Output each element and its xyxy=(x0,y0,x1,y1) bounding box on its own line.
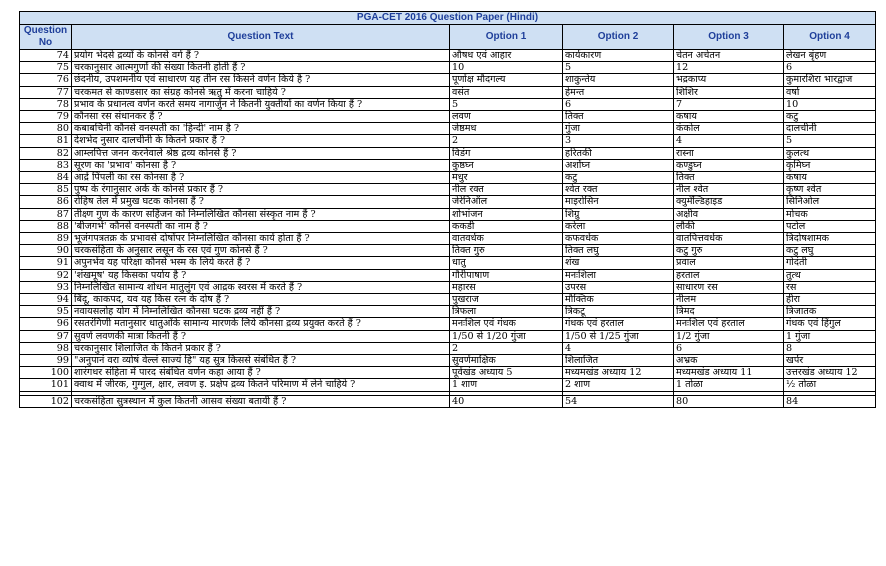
option-2-cell: मनःशिला xyxy=(563,269,674,281)
option-4-cell: खर्पर xyxy=(784,355,876,367)
table-row xyxy=(20,208,876,220)
question-text: 'बीजगर्भ' कौनसे वनस्पती का नाम है ? xyxy=(72,220,450,232)
option-3-cell: 4 xyxy=(674,135,784,147)
option-4-cell: त्रिदोषशामक xyxy=(784,233,876,245)
question-text: चरकसंहिता सुत्रस्थान में कुल कितनी आसव संख्या बतायी हैं ? xyxy=(72,395,450,407)
option-1-cell: 2 xyxy=(450,135,563,147)
option-2-cell: मध्यमखंड अध्याय 12 xyxy=(563,367,674,379)
option-3-cell: कषाय xyxy=(674,111,784,123)
option-4-cell: कुमारशिरा भारद्वाज xyxy=(784,74,876,86)
option-1-cell: मधुर xyxy=(450,172,563,184)
option-3-cell: शिशिर xyxy=(674,86,784,98)
option-1-cell: वसंत xyxy=(450,86,563,98)
option-4-cell: 84 xyxy=(784,395,876,407)
option-4-cell: ½ तोळा xyxy=(784,379,876,391)
title-row xyxy=(20,12,876,25)
table-row xyxy=(20,86,876,98)
option-3-cell: 6 xyxy=(674,342,784,354)
header-question-no: Question No xyxy=(20,25,72,50)
question-number: 99 xyxy=(20,355,72,367)
question-text: रसतरंगिणी मतानुसार धातुओंके सामान्य मारणके लिये कौनसा द्रव्य प्रयुक्त करते हैं ? xyxy=(72,318,450,330)
option-1-cell: गौरीपाषाण xyxy=(450,269,563,281)
question-text: पुष्प के रंगानुसार अर्क के कोनसे प्रकार हैं ? xyxy=(72,184,450,196)
option-3-cell: लौकी xyxy=(674,220,784,232)
option-3-cell: साधारण रस xyxy=(674,281,784,293)
question-number: 90 xyxy=(20,245,72,257)
table-row xyxy=(20,330,876,342)
option-4-cell: 10 xyxy=(784,98,876,110)
option-4-cell: गंधक एवं हिंगुल xyxy=(784,318,876,330)
question-number: 86 xyxy=(20,196,72,208)
question-number: 95 xyxy=(20,306,72,318)
question-text: अपुनर्भव यह परिक्षा कौनसे भस्म के लिये करते हैं ? xyxy=(72,257,450,269)
option-3-cell: कंकोल xyxy=(674,123,784,135)
option-2-cell: करेला xyxy=(563,220,674,232)
question-text: चरकानुसार शिलाजित के कितने प्रकार हैं ? xyxy=(72,342,450,354)
question-text: देशभेद नुसार दालचीनी के कितने प्रकार हैं ? xyxy=(72,135,450,147)
option-4-cell: कृष्ण श्वेत xyxy=(784,184,876,196)
option-1-cell: 1 शाण xyxy=(450,379,563,391)
question-text: रोहिष तेल में प्रमुख घटक कोनसा हैं ? xyxy=(72,196,450,208)
option-3-cell: 12 xyxy=(674,62,784,74)
question-text: आम्लपित्त जनन करनेवाले श्रेष्ठ द्रव्य कोनसे हैं ? xyxy=(72,147,450,159)
option-2-cell: गंधक एवं हरताल xyxy=(563,318,674,330)
question-number: 84 xyxy=(20,172,72,184)
option-3-cell: नीलम xyxy=(674,294,784,306)
option-2-cell: उपरस xyxy=(563,281,674,293)
option-1-cell: विडंग xyxy=(450,147,563,159)
question-number: 87 xyxy=(20,208,72,220)
option-4-cell: उत्तरखंड अध्याय 12 xyxy=(784,367,876,379)
table-row xyxy=(20,245,876,257)
option-3-cell: अभ्रक xyxy=(674,355,784,367)
option-1-cell: 2 xyxy=(450,342,563,354)
question-number: 76 xyxy=(20,74,72,86)
option-2-cell: शिलाजित xyxy=(563,355,674,367)
question-text: आर्द्र पिंपली का रस कोनसा है ? xyxy=(72,172,450,184)
option-1-cell: पूर्वखंड अध्याय 5 xyxy=(450,367,563,379)
option-1-cell: वातवर्धक xyxy=(450,233,563,245)
table-row xyxy=(20,355,876,367)
question-number: 75 xyxy=(20,62,72,74)
table-row xyxy=(20,123,876,135)
table-row xyxy=(20,233,876,245)
option-1-cell: 1/50 से 1/20 गुंजा xyxy=(450,330,563,342)
option-1-cell: शोभांजन xyxy=(450,208,563,220)
question-text: शारंगधर संहिता में पारद संबंधित वर्णन कहा आया हैं ? xyxy=(72,367,450,379)
option-2-cell: कटु xyxy=(563,172,674,184)
header-row xyxy=(20,25,876,50)
table-row xyxy=(20,318,876,330)
table-row xyxy=(20,111,876,123)
option-3-cell: प्रवाल xyxy=(674,257,784,269)
option-3-cell: 7 xyxy=(674,98,784,110)
question-text: सुवर्ण लवणकी मात्रा कितनी हैं ? xyxy=(72,330,450,342)
option-4-cell: रस xyxy=(784,281,876,293)
option-2-cell: शंख xyxy=(563,257,674,269)
option-2-cell: 3 xyxy=(563,135,674,147)
question-number: 82 xyxy=(20,147,72,159)
table-row xyxy=(20,159,876,171)
question-text: "अनुपानं वरा व्योषं वेल्लं साज्यं हि" यह सुत्र किससे संबंधित हैं ? xyxy=(72,355,450,367)
option-1-cell: महारस xyxy=(450,281,563,293)
option-2-cell: कफवर्धक xyxy=(563,233,674,245)
question-text: नवायसलोह योग में निम्नलिखित कौनसा घटक द्रव्य नहीं हैं ? xyxy=(72,306,450,318)
question-number: 81 xyxy=(20,135,72,147)
table-row xyxy=(20,342,876,354)
option-3-cell: मध्यमखंड अध्याय 11 xyxy=(674,367,784,379)
option-3-cell: 1 तोळा xyxy=(674,379,784,391)
table-row xyxy=(20,220,876,232)
header-option-3: Option 3 xyxy=(674,25,784,50)
table-row xyxy=(20,257,876,269)
option-3-cell: चेतन अचेतन xyxy=(674,50,784,62)
option-1-cell: त्रिफला xyxy=(450,306,563,318)
option-4-cell: सिनिओल xyxy=(784,196,876,208)
table-row xyxy=(20,281,876,293)
option-3-cell: 1/2 गुंजा xyxy=(674,330,784,342)
option-2-cell: 5 xyxy=(563,62,674,74)
table-row xyxy=(20,294,876,306)
option-3-cell: वातपित्तवर्धक xyxy=(674,233,784,245)
question-number: 88 xyxy=(20,220,72,232)
option-3-cell: हरताल xyxy=(674,269,784,281)
option-1-cell: धातु xyxy=(450,257,563,269)
table-row xyxy=(20,184,876,196)
option-4-cell: 6 xyxy=(784,62,876,74)
question-text: चरकानुसार आत्मगुणों की संख्या कितनी होती हैं ? xyxy=(72,62,450,74)
option-1-cell: 10 xyxy=(450,62,563,74)
option-1-cell: औषध एवं आहार xyxy=(450,50,563,62)
option-1-cell: ककडी xyxy=(450,220,563,232)
question-number: 74 xyxy=(20,50,72,62)
option-2-cell: अर्शोघ्न xyxy=(563,159,674,171)
question-number: 91 xyxy=(20,257,72,269)
option-1-cell: सुवर्णमाक्षिक xyxy=(450,355,563,367)
option-3-cell: 80 xyxy=(674,395,784,407)
option-4-cell: लेखन बृंहण xyxy=(784,50,876,62)
question-number: 83 xyxy=(20,159,72,171)
option-2-cell: 54 xyxy=(563,395,674,407)
table-row xyxy=(20,196,876,208)
option-2-cell: शिग्रु xyxy=(563,208,674,220)
option-3-cell: नील श्वेत xyxy=(674,184,784,196)
question-number: 94 xyxy=(20,294,72,306)
question-number: 79 xyxy=(20,111,72,123)
question-number: 80 xyxy=(20,123,72,135)
question-paper-sheet xyxy=(19,11,875,408)
option-3-cell: भद्रकाप्य xyxy=(674,74,784,86)
table-row xyxy=(20,172,876,184)
paper-title: PGA-CET 2016 Question Paper (Hindi) xyxy=(20,12,876,25)
option-1-cell: कुष्ठघ्न xyxy=(450,159,563,171)
option-2-cell: 1/50 से 1/25 गुंजा xyxy=(563,330,674,342)
question-number: 100 xyxy=(20,367,72,379)
option-2-cell: मौक्तिक xyxy=(563,294,674,306)
table-row xyxy=(20,367,876,379)
option-2-cell: तिक्त लघु xyxy=(563,245,674,257)
option-3-cell: मनःशिल एवं हरताल xyxy=(674,318,784,330)
option-4-cell: 5 xyxy=(784,135,876,147)
option-1-cell: 40 xyxy=(450,395,563,407)
option-3-cell: तिक्त xyxy=(674,172,784,184)
option-4-cell: कषाय xyxy=(784,172,876,184)
option-1-cell: पुखराज xyxy=(450,294,563,306)
header-option-4: Option 4 xyxy=(784,25,876,50)
question-text: चरकसंहिता के अनुसार लसून के रस एवं गुण कोनसे हैं ? xyxy=(72,245,450,257)
option-2-cell: त्रिकटू xyxy=(563,306,674,318)
option-4-cell: हीरा xyxy=(784,294,876,306)
option-3-cell: कटु गुरु xyxy=(674,245,784,257)
question-text: कबाबचिनी कौनसे वनस्पती का 'हिन्दी' नाम है ? xyxy=(72,123,450,135)
question-number: 102 xyxy=(20,395,72,407)
question-number: 93 xyxy=(20,281,72,293)
question-text: बिंदू, काकपद, यव यह किस रत्न के दोष हैं ? xyxy=(72,294,450,306)
question-text: 'शंखमूष' यह किसका पर्याय है ? xyxy=(72,269,450,281)
question-number: 98 xyxy=(20,342,72,354)
option-4-cell: 1 गुंजा xyxy=(784,330,876,342)
option-4-cell: दालचीनी xyxy=(784,123,876,135)
option-4-cell: कटु xyxy=(784,111,876,123)
option-1-cell: मनःशिल एवं गंधक xyxy=(450,318,563,330)
option-1-cell: जेष्ठमध xyxy=(450,123,563,135)
question-table xyxy=(19,11,876,408)
table-row xyxy=(20,98,876,110)
option-1-cell: तिक्त गुरु xyxy=(450,245,563,257)
option-3-cell: अक्षीव xyxy=(674,208,784,220)
header-option-2: Option 2 xyxy=(563,25,674,50)
table-row xyxy=(20,147,876,159)
option-4-cell: कृमिघ्न xyxy=(784,159,876,171)
option-2-cell: श्वेत रक्त xyxy=(563,184,674,196)
option-3-cell: त्रिमद xyxy=(674,306,784,318)
option-2-cell: हेमन्त xyxy=(563,86,674,98)
question-rows xyxy=(20,50,876,408)
option-1-cell: नील रक्त xyxy=(450,184,563,196)
question-number: 97 xyxy=(20,330,72,342)
option-2-cell: शाकुन्तेय xyxy=(563,74,674,86)
question-text: भूजंगपत्रतक्र के प्रभावसे दोषोंपर निम्नलिखित कौनसा कार्य होता हैं ? xyxy=(72,233,450,245)
option-2-cell: माइरोसिन xyxy=(563,196,674,208)
option-3-cell: क्युमॅल्डिहाइड xyxy=(674,196,784,208)
table-row xyxy=(20,74,876,86)
question-number: 92 xyxy=(20,269,72,281)
option-2-cell: कार्यकारण xyxy=(563,50,674,62)
table-row xyxy=(20,306,876,318)
question-text: क्वाथ में जीरक, गुग्गुल, क्षार, लवण इ. प्रक्षेप द्रव्य कितने परिमाण में लेने चाहिये ? xyxy=(72,379,450,391)
option-4-cell: मोचक xyxy=(784,208,876,220)
table-row xyxy=(20,269,876,281)
question-text: तीक्ष्ण गुण के कारण सहिंजन को निम्नलिखित कौनसा संस्कृत नाम हैं ? xyxy=(72,208,450,220)
option-4-cell: गोदंती xyxy=(784,257,876,269)
question-number: 85 xyxy=(20,184,72,196)
option-4-cell: कुलत्थ xyxy=(784,147,876,159)
header-option-1: Option 1 xyxy=(450,25,563,50)
question-text: कौनसा रस संधानकर हैं ? xyxy=(72,111,450,123)
option-4-cell: कटु लघु xyxy=(784,245,876,257)
table-row xyxy=(20,395,876,407)
question-text: प्रभाव के प्रधानत्व वर्णन करते समय नागार्जुन ने कितनी युक्तीयों का वर्णन किया हैं ? xyxy=(72,98,450,110)
option-3-cell: रास्ना xyxy=(674,147,784,159)
option-4-cell: पटोल xyxy=(784,220,876,232)
option-2-cell: हरितकी xyxy=(563,147,674,159)
option-3-cell: कण्डुघ्न xyxy=(674,159,784,171)
question-text: चरकमत से काण्डसार का संग्रह कोनसे ऋतु में करना चाहिये ? xyxy=(72,86,450,98)
question-text: छंदनीय, उपशमनीय एवं साधारण यह तीन रस किसने वर्णन किये है ? xyxy=(72,74,450,86)
table-row xyxy=(20,379,876,391)
option-1-cell: 5 xyxy=(450,98,563,110)
table-row xyxy=(20,62,876,74)
option-1-cell: लवण xyxy=(450,111,563,123)
option-2-cell: 2 शाण xyxy=(563,379,674,391)
question-number: 89 xyxy=(20,233,72,245)
option-4-cell: तुत्थ xyxy=(784,269,876,281)
option-2-cell: 4 xyxy=(563,342,674,354)
option-2-cell: 6 xyxy=(563,98,674,110)
header-question-text: Question Text xyxy=(72,25,450,50)
option-4-cell: वर्षा xyxy=(784,86,876,98)
question-number: 101 xyxy=(20,379,72,391)
table-row xyxy=(20,50,876,62)
option-4-cell: त्रिजातक xyxy=(784,306,876,318)
question-text: निम्नलिखित सामान्य शोधन मातुलुंग एवं आद्रक स्वरस में करते हैं ? xyxy=(72,281,450,293)
option-2-cell: गुंजा xyxy=(563,123,674,135)
option-4-cell: 8 xyxy=(784,342,876,354)
option-2-cell: तिक्त xyxy=(563,111,674,123)
option-1-cell: पूर्णाक्ष मौदगल्य xyxy=(450,74,563,86)
table-row xyxy=(20,135,876,147)
question-number: 78 xyxy=(20,98,72,110)
option-1-cell: जेरेनिऑल xyxy=(450,196,563,208)
question-text: प्रयोग भेदसे द्रव्यों के कोनसे वर्ग हैं ? xyxy=(72,50,450,62)
question-number: 96 xyxy=(20,318,72,330)
question-text: सूरण का 'प्रभाव' कोनसा है ? xyxy=(72,159,450,171)
question-number: 77 xyxy=(20,86,72,98)
